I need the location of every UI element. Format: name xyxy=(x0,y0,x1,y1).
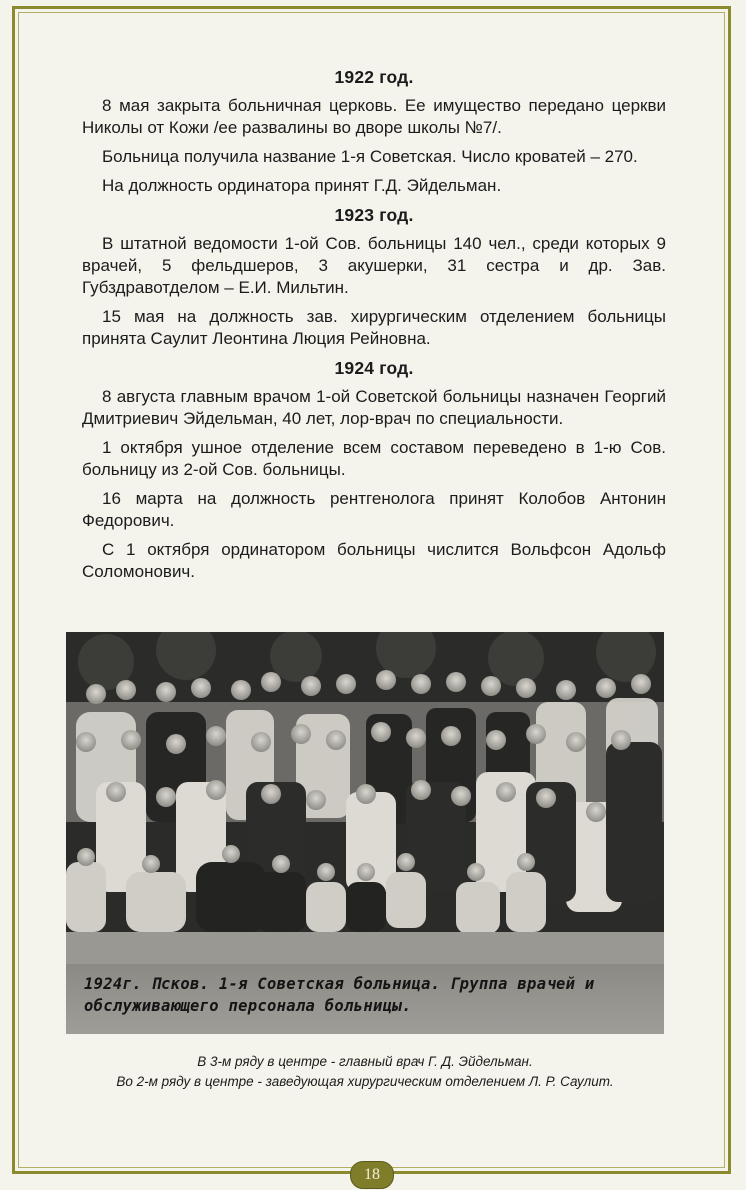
paragraph: В штатной ведомости 1-ой Сов. больницы 140 чел., среди которых 9 врачей, 5 фельдшеров, 3 акушерки, 31 сестра и др. Зав. Губздравотделом – Е.И. Мильтин. xyxy=(82,234,666,297)
year-heading: 1924 год. xyxy=(334,358,414,378)
paragraph: На должность ординатора принят Г.Д. Эйдельман. xyxy=(102,176,502,195)
photo-inscription-line: 1924г. Псков. 1-я Советская больница. Группа врачей и xyxy=(84,975,595,993)
paragraph: 8 мая закрыта больничная церковь. Ее имущество передано церкви Николы от Кожи /ее развалины во дворе школы №7/. xyxy=(82,96,666,137)
section-1924 xyxy=(82,357,666,583)
photo-caption-line: Во 2-м ряду в центре - заведующая хирургическим отделением Л. Р. Саулит. xyxy=(116,1074,614,1089)
paragraph: 8 августа главным врачом 1-ой Советской больницы назначен Георгий Дмитриевич Эйдельман, 40 лет, лор-врач по специальности. xyxy=(82,387,666,428)
paragraph: Больница получила название 1-я Советская. Число кроватей – 270. xyxy=(102,147,638,166)
paragraph: С 1 октября ординатором больницы числится Вольфсон Адольф Соломонович. xyxy=(82,540,666,581)
photo-caption xyxy=(70,1052,660,1092)
main-text xyxy=(82,66,666,590)
paragraph: 15 мая на должность зав. хирургическим отделением больницы принята Саулит Леонтина Люция Рейновна. xyxy=(82,307,666,348)
year-heading: 1923 год. xyxy=(334,205,414,225)
paragraph: 1 октября ушное отделение всем составом переведено в 1-ю Сов. больницу из 2-ой Сов. больницы. xyxy=(82,438,666,479)
photo-inscription-line: обслуживающего персонала больницы. xyxy=(84,997,412,1015)
group-photo-figures xyxy=(66,632,664,964)
paragraph: 16 марта на должность рентгенолога принят Колобов Антонин Федорович. xyxy=(82,489,666,530)
group-photo xyxy=(66,632,664,1034)
page-number: 18 xyxy=(350,1161,394,1189)
photo-caption-line: В 3-м ряду в центре - главный врач Г. Д. Эйдельман. xyxy=(197,1054,533,1069)
year-heading: 1922 год. xyxy=(334,67,414,87)
photo-inscription xyxy=(84,973,644,1017)
section-1922 xyxy=(82,66,666,197)
section-1923 xyxy=(82,204,666,350)
